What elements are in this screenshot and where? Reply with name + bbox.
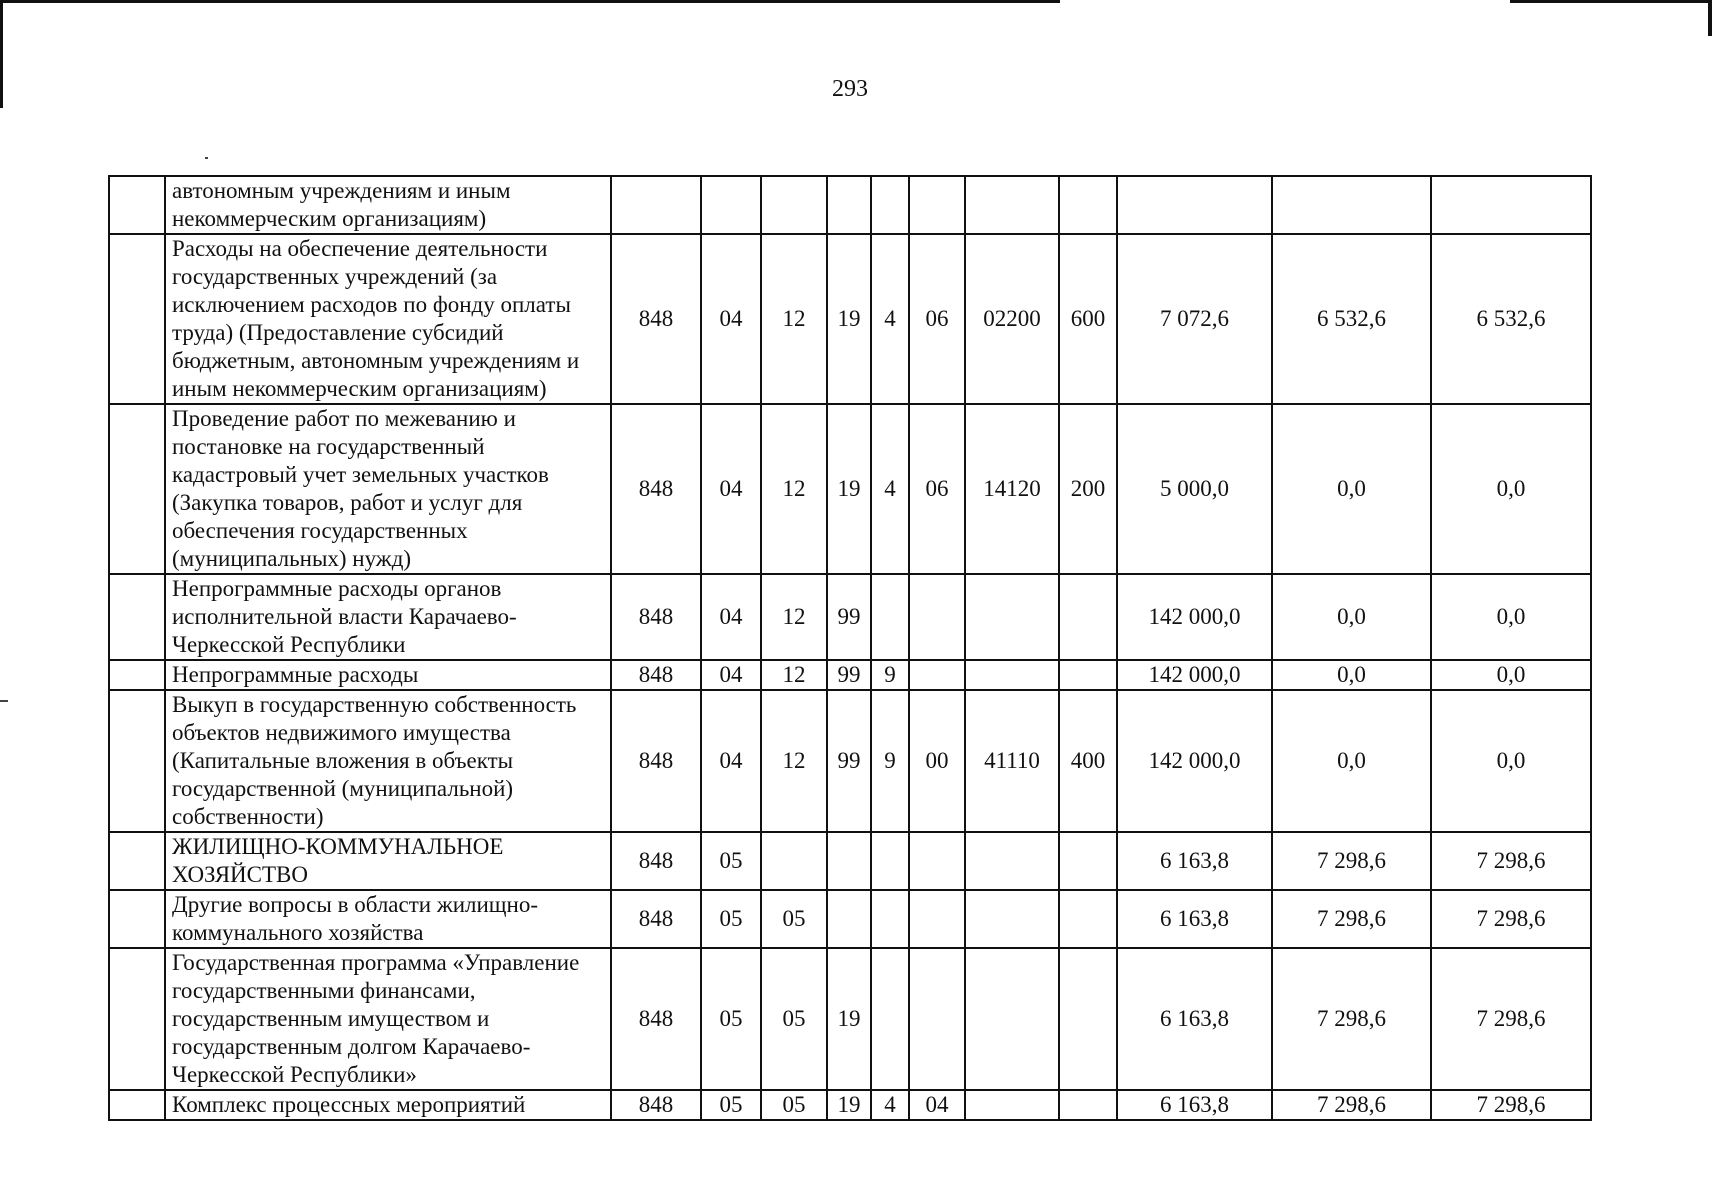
amount-year1-cell [1117,176,1272,234]
amount-year3-cell [1431,176,1591,234]
row-name-cell: Выкуп в государственную собственность объектов недвижимого имущества (Капитальные вложения в объекты государственной (муниципальной) собственности) [165,690,611,832]
amount-year2-cell: 0,0 [1272,690,1431,832]
row-number-cell [109,404,165,574]
subprogram-code-cell [871,832,909,890]
subsection-cell: 12 [761,660,827,690]
row-number-cell [109,1090,165,1120]
event-code-cell [909,890,965,948]
subsection-cell: 05 [761,890,827,948]
amount-year1-cell: 6 163,8 [1117,890,1272,948]
amount-year1-cell: 7 072,6 [1117,234,1272,404]
amount-year2-cell: 7 298,6 [1272,832,1431,890]
direction-code-cell [965,660,1059,690]
amount-year3-cell: 7 298,6 [1431,1090,1591,1120]
program-code-cell: 19 [827,1090,871,1120]
row-number-cell [109,832,165,890]
grbs-cell: 848 [611,404,701,574]
row-number-cell [109,690,165,832]
amount-year1-cell: 6 163,8 [1117,1090,1272,1120]
subprogram-code-cell [871,948,909,1090]
grbs-cell: 848 [611,574,701,660]
subprogram-code-cell [871,176,909,234]
table-row [109,176,1591,234]
expense-type-cell: 400 [1059,690,1117,832]
page-number: 293 [832,76,868,102]
subsection-cell [761,176,827,234]
event-code-cell [909,948,965,1090]
grbs-cell: 848 [611,1090,701,1120]
event-code-cell [909,660,965,690]
expense-type-cell [1059,832,1117,890]
subsection-cell [761,832,827,890]
scan-border-top-left [0,0,1060,3]
table-row [109,574,1591,660]
amount-year2-cell: 0,0 [1272,574,1431,660]
amount-year2-cell: 6 532,6 [1272,234,1431,404]
expense-type-cell [1059,660,1117,690]
grbs-cell: 848 [611,660,701,690]
subprogram-code-cell [871,574,909,660]
amount-year2-cell: 0,0 [1272,404,1431,574]
program-code-cell [827,890,871,948]
section-cell: 05 [701,1090,761,1120]
event-code-cell: 00 [909,690,965,832]
direction-code-cell [965,574,1059,660]
table-row [109,690,1591,832]
row-name-cell: Комплекс процессных мероприятий [165,1090,611,1120]
scan-speck [205,157,208,159]
row-number-cell [109,948,165,1090]
expense-type-cell [1059,890,1117,948]
row-name-cell: автономным учреждениям и иным некоммерческим организациям) [165,176,611,234]
amount-year3-cell: 0,0 [1431,660,1591,690]
subprogram-code-cell: 4 [871,1090,909,1120]
program-code-cell: 19 [827,404,871,574]
row-name-cell: Государственная программа «Управление государственными финансами, государственным имуществом и государственным долгом Карачаево-Черкесской Республики» [165,948,611,1090]
subprogram-code-cell: 9 [871,660,909,690]
program-code-cell [827,832,871,890]
program-code-cell: 19 [827,234,871,404]
row-number-cell [109,234,165,404]
table-row [109,890,1591,948]
table-row [109,404,1591,574]
amount-year3-cell: 7 298,6 [1431,832,1591,890]
expense-type-cell: 200 [1059,404,1117,574]
grbs-cell: 848 [611,948,701,1090]
direction-code-cell: 02200 [965,234,1059,404]
row-number-cell [109,176,165,234]
expense-type-cell [1059,948,1117,1090]
event-code-cell [909,176,965,234]
amount-year2-cell: 7 298,6 [1272,1090,1431,1120]
table-row [109,234,1591,404]
budget-table [108,175,1592,1121]
amount-year2-cell: 7 298,6 [1272,890,1431,948]
program-code-cell: 99 [827,660,871,690]
expense-type-cell [1059,176,1117,234]
expense-type-cell [1059,1090,1117,1120]
direction-code-cell [965,1090,1059,1120]
amount-year3-cell: 7 298,6 [1431,890,1591,948]
amount-year3-cell: 0,0 [1431,690,1591,832]
grbs-cell: 848 [611,234,701,404]
row-name-cell: ЖИЛИЩНО-КОММУНАЛЬНОЕ ХОЗЯЙСТВО [165,832,611,890]
event-code-cell: 04 [909,1090,965,1120]
row-name-cell: Расходы на обеспечение деятельности государственных учреждений (за исключением расходов по фонду оплаты труда) (Предоставление субсидий бюджетным, автономным учреждениям и иным некоммерческим организациям) [165,234,611,404]
subprogram-code-cell: 9 [871,690,909,832]
table-row [109,948,1591,1090]
section-cell: 05 [701,832,761,890]
direction-code-cell [965,948,1059,1090]
program-code-cell [827,176,871,234]
expense-type-cell: 600 [1059,234,1117,404]
table-row [109,660,1591,690]
section-cell: 04 [701,574,761,660]
event-code-cell: 06 [909,404,965,574]
amount-year1-cell: 142 000,0 [1117,660,1272,690]
amount-year1-cell: 142 000,0 [1117,574,1272,660]
row-name-cell: Непрограммные расходы органов исполнительной власти Карачаево-Черкесской Республики [165,574,611,660]
subsection-cell: 12 [761,234,827,404]
subsection-cell: 12 [761,404,827,574]
event-code-cell [909,574,965,660]
amount-year3-cell: 0,0 [1431,404,1591,574]
row-name-cell: Непрограммные расходы [165,660,611,690]
amount-year3-cell: 0,0 [1431,574,1591,660]
subsection-cell: 12 [761,574,827,660]
amount-year2-cell [1272,176,1431,234]
row-number-cell [109,890,165,948]
amount-year1-cell: 6 163,8 [1117,948,1272,1090]
section-cell: 04 [701,234,761,404]
direction-code-cell: 41110 [965,690,1059,832]
scan-speck [0,700,8,702]
scan-border-left [0,0,3,108]
scan-border-top-right [1510,0,1712,3]
amount-year1-cell: 5 000,0 [1117,404,1272,574]
program-code-cell: 19 [827,948,871,1090]
table-row [109,1090,1591,1120]
subprogram-code-cell [871,890,909,948]
section-cell [701,176,761,234]
section-cell: 04 [701,660,761,690]
row-number-cell [109,660,165,690]
subsection-cell: 05 [761,1090,827,1120]
event-code-cell [909,832,965,890]
subprogram-code-cell: 4 [871,404,909,574]
direction-code-cell [965,890,1059,948]
subsection-cell: 05 [761,948,827,1090]
event-code-cell: 06 [909,234,965,404]
subsection-cell: 12 [761,690,827,832]
amount-year2-cell: 7 298,6 [1272,948,1431,1090]
amount-year3-cell: 6 532,6 [1431,234,1591,404]
amount-year2-cell: 0,0 [1272,660,1431,690]
direction-code-cell: 14120 [965,404,1059,574]
row-number-cell [109,574,165,660]
row-name-cell: Другие вопросы в области жилищно-коммунального хозяйства [165,890,611,948]
expense-type-cell [1059,574,1117,660]
section-cell: 05 [701,890,761,948]
grbs-cell: 848 [611,832,701,890]
table-body [109,176,1591,1120]
amount-year3-cell: 7 298,6 [1431,948,1591,1090]
table-row [109,832,1591,890]
section-cell: 04 [701,404,761,574]
subprogram-code-cell: 4 [871,234,909,404]
amount-year1-cell: 6 163,8 [1117,832,1272,890]
direction-code-cell [965,832,1059,890]
section-cell: 05 [701,948,761,1090]
grbs-cell [611,176,701,234]
row-name-cell: Проведение работ по межеванию и постановке на государственный кадастровый учет земельных участков (Закупка товаров, работ и услуг для обеспечения государственных (муниципальных) нужд) [165,404,611,574]
program-code-cell: 99 [827,690,871,832]
section-cell: 04 [701,690,761,832]
grbs-cell: 848 [611,890,701,948]
grbs-cell: 848 [611,690,701,832]
scan-border-right [1708,0,1712,36]
amount-year1-cell: 142 000,0 [1117,690,1272,832]
program-code-cell: 99 [827,574,871,660]
direction-code-cell [965,176,1059,234]
